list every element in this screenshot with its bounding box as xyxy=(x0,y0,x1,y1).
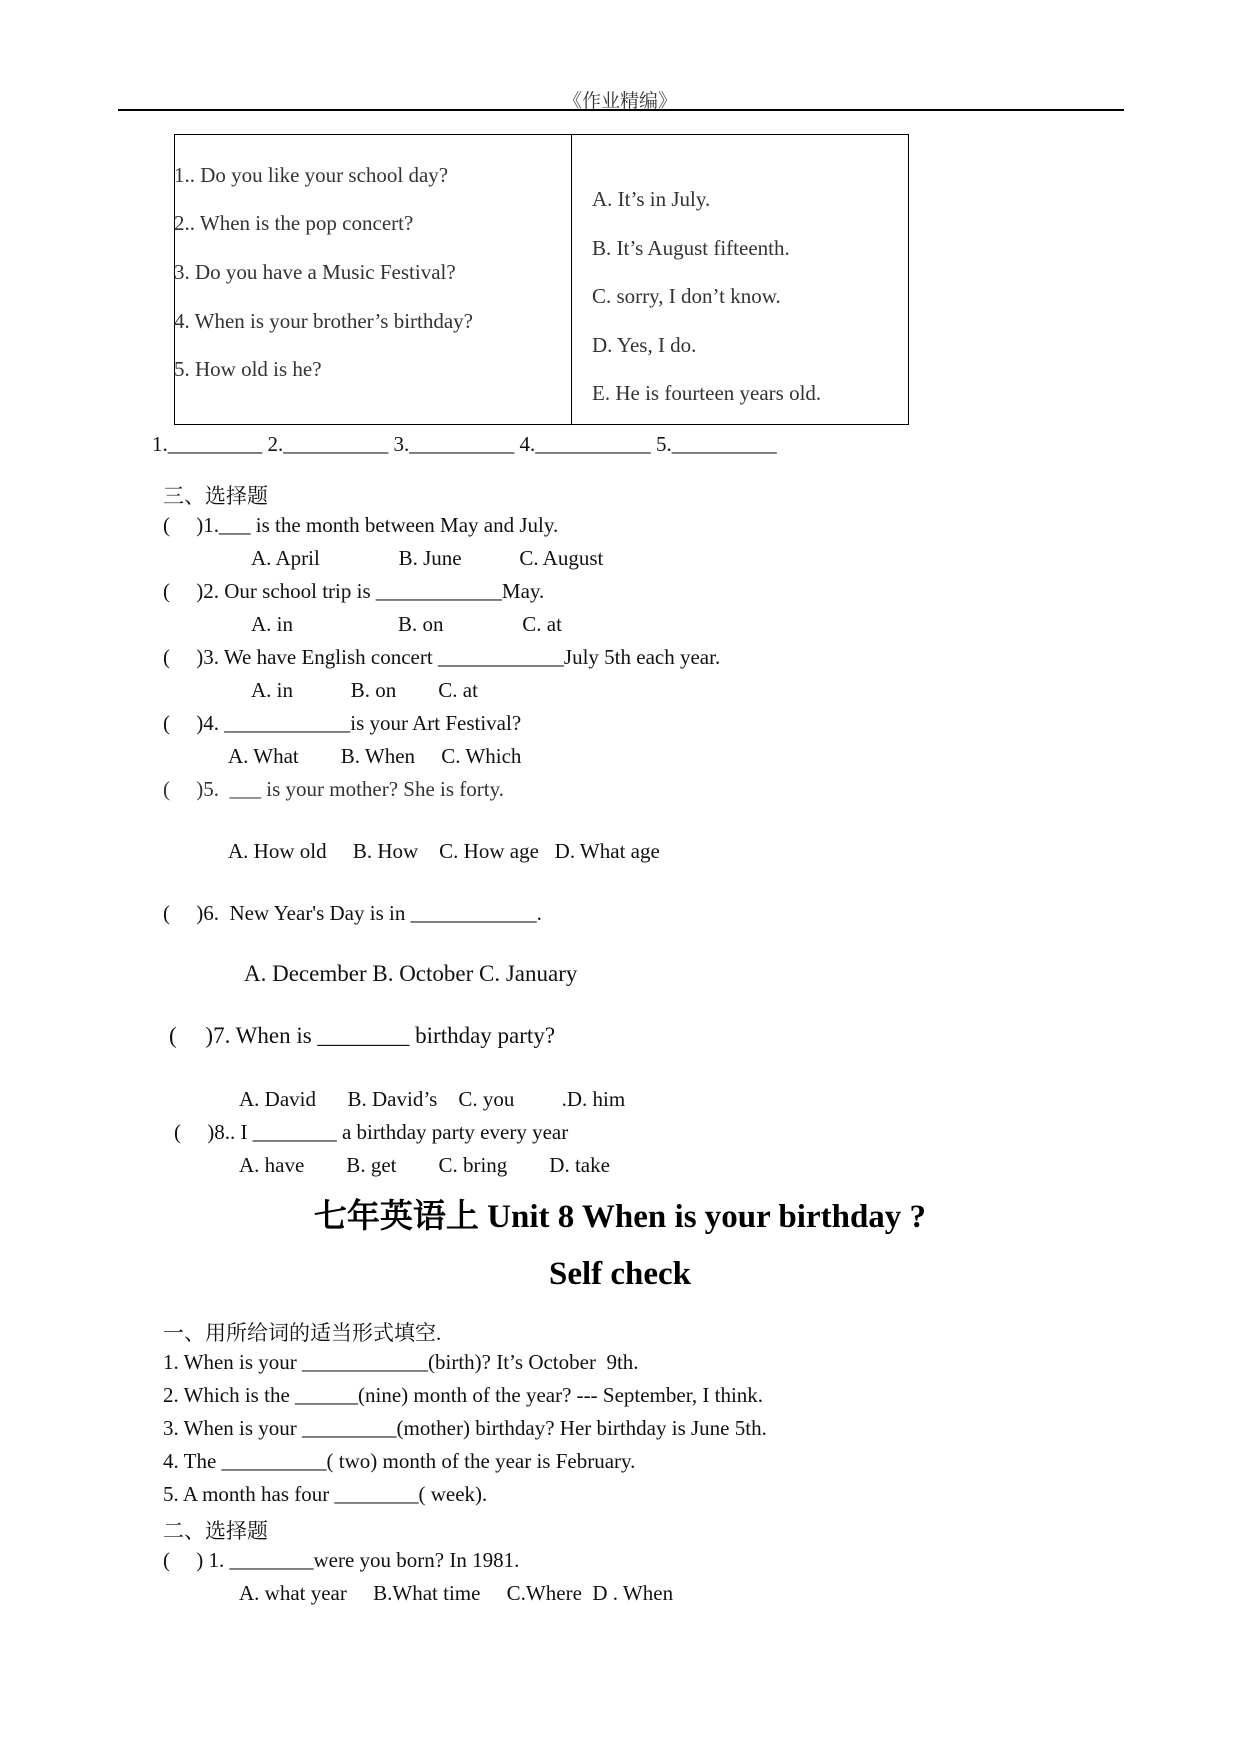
section2-options-1: A. what year B.What time C.Where D . When xyxy=(239,1581,674,1605)
question-8: ( )8.. I ________ a birthday party every year xyxy=(174,1120,569,1144)
table-divider xyxy=(571,135,572,424)
fill-item-3: 3. When is your _________(mother) birthday? Her birthday is June 5th. xyxy=(163,1416,767,1440)
question-7: ( )7. When is ________ birthday party? xyxy=(169,1023,556,1048)
question-2: ( )2. Our school trip is ____________May. xyxy=(163,579,545,603)
section2-heading: 二、选择题 xyxy=(163,1519,268,1543)
options-1: A. April B. June C. August xyxy=(251,546,604,570)
match-answer-line: 1._________ 2.__________ 3.__________ 4.___________ 5.__________ xyxy=(152,432,777,456)
match-question: 4. When is your brother’s birthday? xyxy=(174,309,473,333)
section3-heading: 三、选择题 xyxy=(163,484,268,508)
match-question: 5. How old is he? xyxy=(174,357,322,381)
options-3: A. in B. on C. at xyxy=(251,678,478,702)
match-answer: E. He is fourteen years old. xyxy=(592,381,822,405)
options-8: A. have B. get C. bring D. take xyxy=(239,1153,610,1177)
question-3: ( )3. We have English concert ____________July 5th each year. xyxy=(163,645,721,669)
section1-heading: 一、用所给词的适当形式填空. xyxy=(163,1321,442,1345)
unit-title: 七年英语上 Unit 8 When is your birthday ? xyxy=(313,1199,927,1235)
options-7: A. David B. David’s C. you .D. him xyxy=(239,1087,626,1111)
options-4: A. What B. When C. Which xyxy=(228,744,522,768)
options-6: A. December B. October C. January xyxy=(244,961,578,986)
fill-item-4: 4. The __________( two) month of the year is February. xyxy=(163,1449,636,1473)
fill-item-1: 1. When is your ____________(birth)? It’s October 9th. xyxy=(163,1350,639,1374)
question-6: ( )6. New Year's Day is in ____________. xyxy=(163,901,542,925)
unit-subtitle: Self check xyxy=(548,1256,692,1292)
options-2: A. in B. on C. at xyxy=(251,612,562,636)
question-5: ( )5. ___ is your mother? She is forty. xyxy=(163,777,505,801)
question-4: ( )4. ____________is your Art Festival? xyxy=(163,711,522,735)
match-answer: A. It’s in July. xyxy=(592,187,711,211)
match-question: 2.. When is the pop concert? xyxy=(174,211,414,235)
match-answer: C. sorry, I don’t know. xyxy=(592,284,781,308)
header-rule xyxy=(118,109,1124,111)
match-answer: D. Yes, I do. xyxy=(592,333,697,357)
question-1: ( )1.___ is the month between May and July. xyxy=(163,513,559,537)
match-answer: B. It’s August fifteenth. xyxy=(592,236,790,260)
match-question: 1.. Do you like your school day? xyxy=(174,163,449,187)
fill-item-5: 5. A month has four ________( week). xyxy=(163,1482,488,1506)
options-5: A. How old B. How C. How age D. What age xyxy=(228,839,660,863)
header-title: 《作业精编》 xyxy=(562,91,677,112)
fill-item-2: 2. Which is the ______(nine) month of the year? --- September, I think. xyxy=(163,1383,764,1407)
section2-question-1: ( ) 1. ________were you born? In 1981. xyxy=(163,1548,520,1572)
match-question: 3. Do you have a Music Festival? xyxy=(174,260,456,284)
